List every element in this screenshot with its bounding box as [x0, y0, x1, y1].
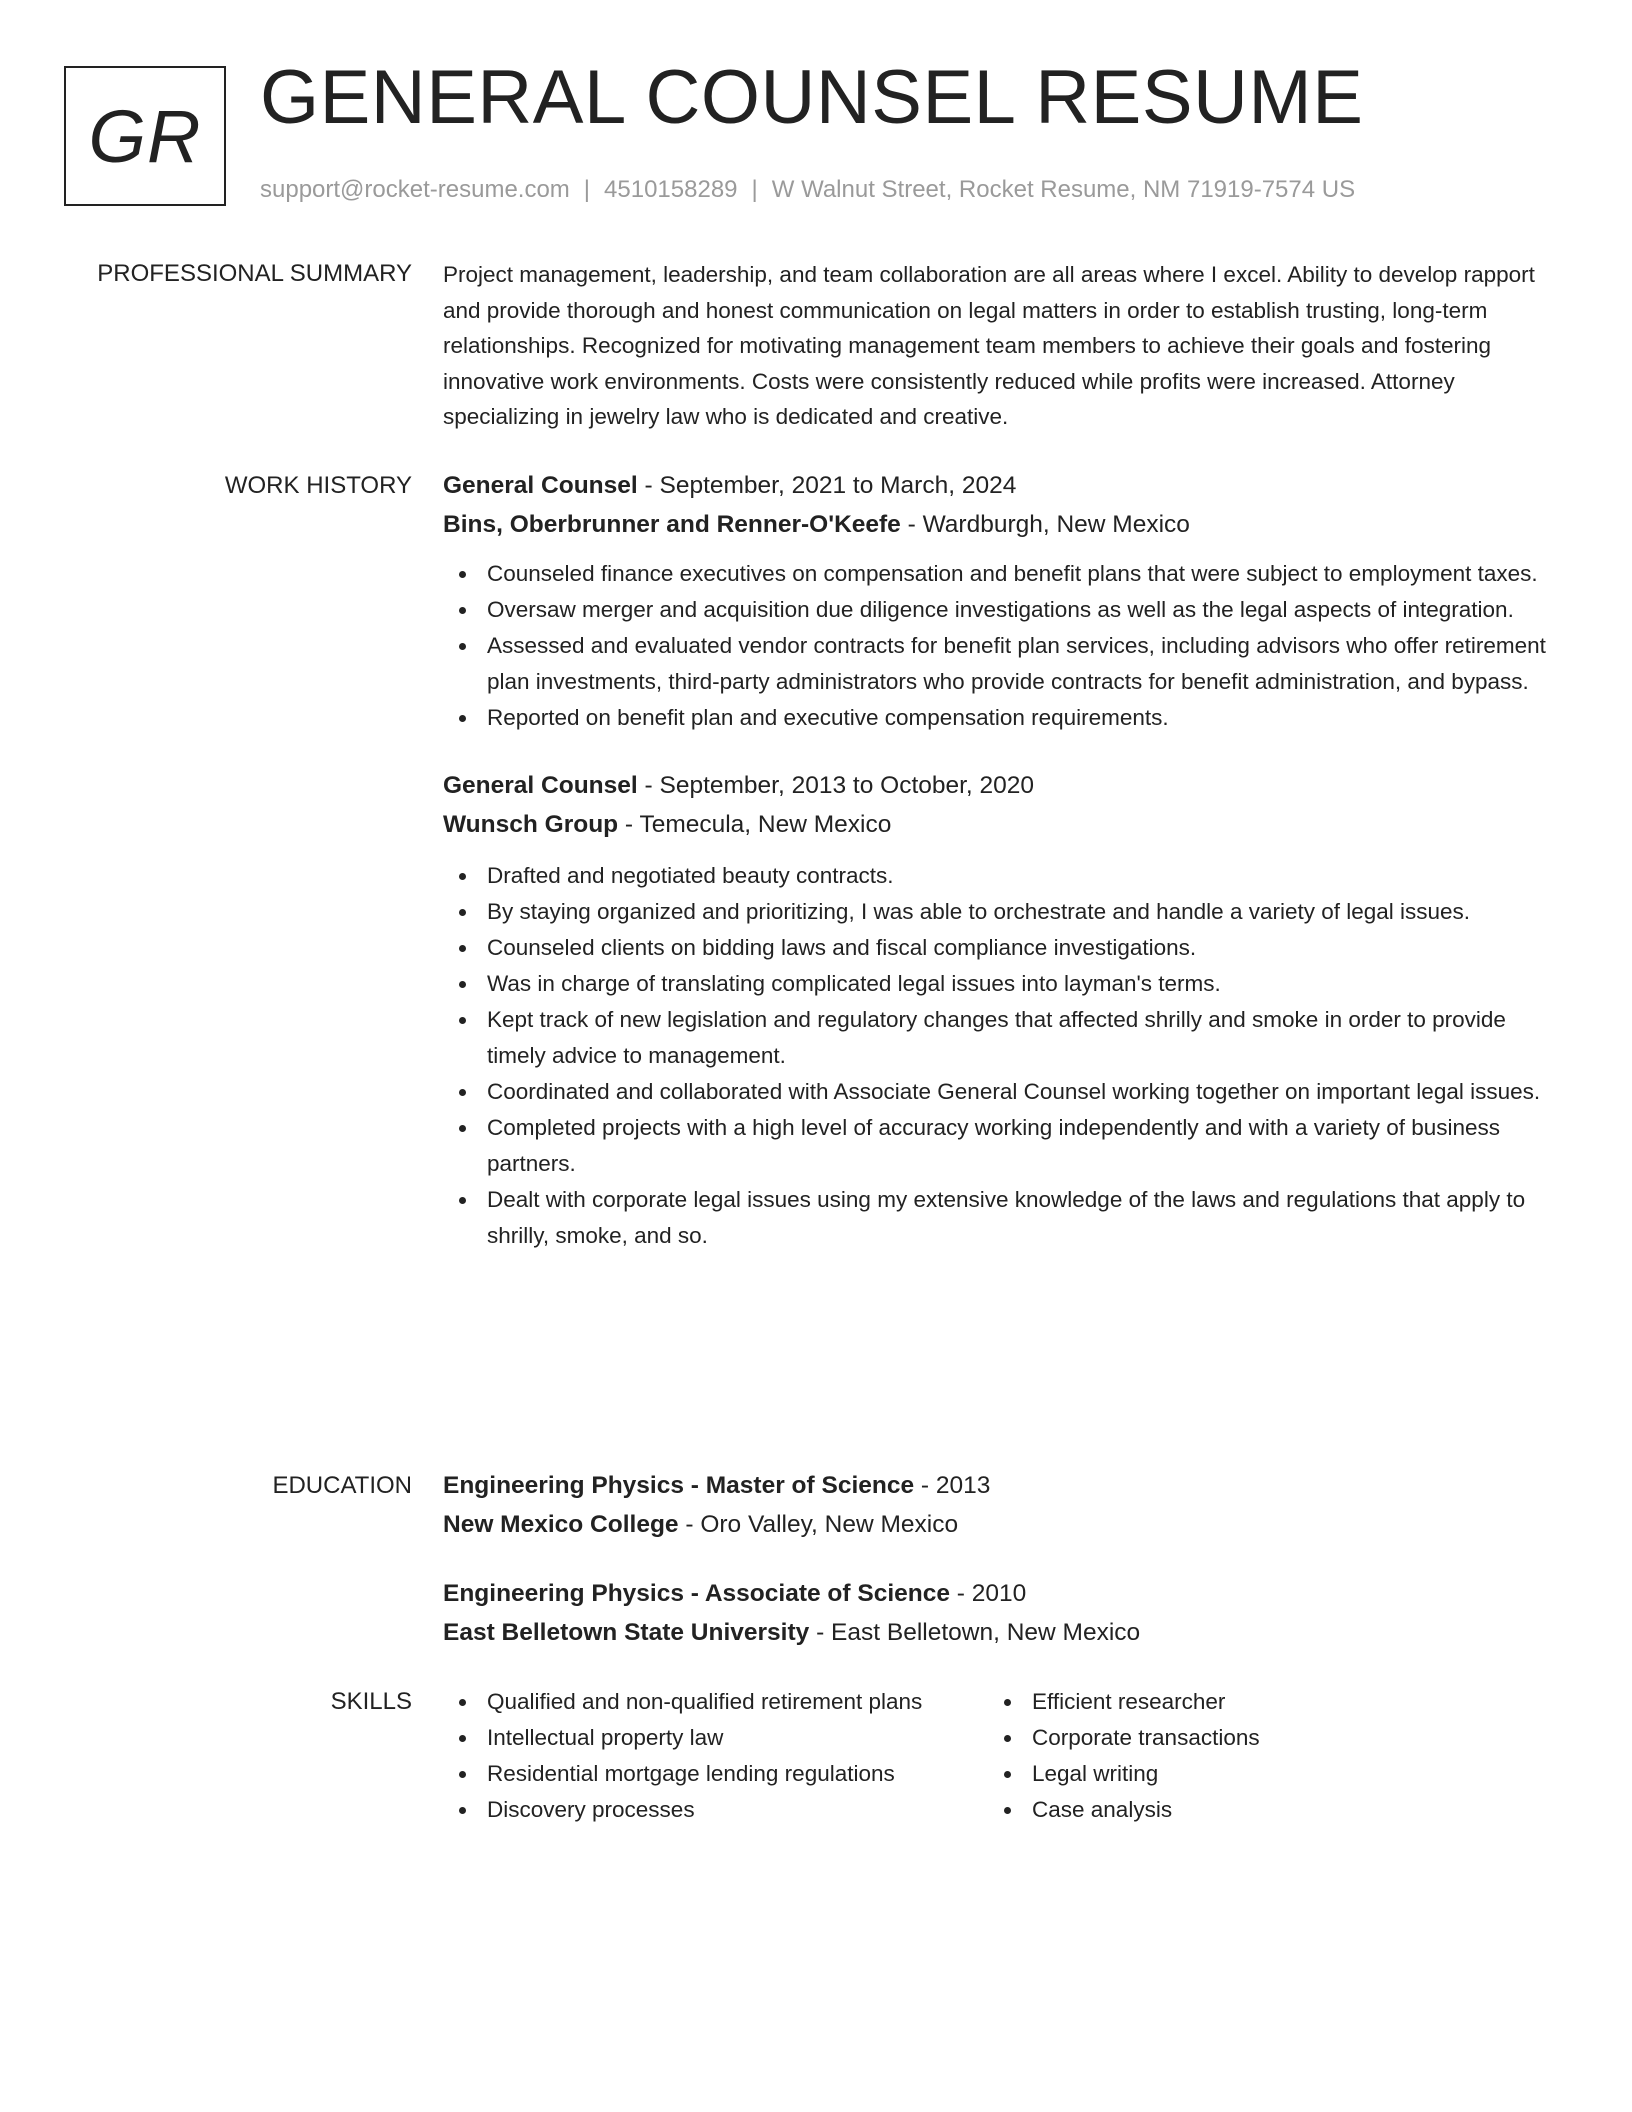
section-title-work-history: WORK HISTORY [224, 472, 412, 499]
job-company: Wunsch Group [443, 811, 619, 838]
list-item: Kept track of new legislation and regulatory changes that affected shrilly and smoke in order to provide timely advice to management. [443, 1002, 1553, 1074]
job-role-line [443, 766, 1553, 805]
list-item: Counseled clients on bidding laws and fiscal compliance investigations. [443, 930, 1553, 966]
summary-text: Project management, leadership, and team collaboration are all areas where I excel. Ability to develop rapport and provide thorough and honest communication on legal matters in order to establish trusting, long-term relationships. Recognized for motivating management team members to achieve their goals and fostering innovative work environments. Costs were consistently reduced while profits were increased. Attorney specializing in jewelry law who is dedicated and creative. [443, 262, 1535, 430]
list-item: Assessed and evaluated vendor contracts for benefit plan services, including advisors who offer retirement plan investments, third-party administrators who provide contracts for benefit administration, and bypass. [443, 628, 1553, 700]
section-title-education: EDUCATION [272, 1472, 412, 1499]
education-school-line [443, 1505, 1553, 1544]
monogram-logo [64, 66, 226, 206]
contact-email[interactable]: support@rocket-resume.com [260, 176, 570, 203]
skill-item: Qualified and non-qualified retirement plans [443, 1684, 988, 1720]
job-entry [443, 766, 1553, 1254]
skill-item: Residential mortgage lending regulations [443, 1756, 988, 1792]
skills-list-left [443, 1684, 988, 1828]
job-company: Bins, Oberbrunner and Renner-O'Keefe [443, 511, 901, 538]
education-degree-line [443, 1466, 1553, 1505]
education-year: - 2013 [914, 1472, 991, 1499]
contact-line [260, 172, 1355, 208]
section-title-skills: SKILLS [330, 1688, 412, 1715]
list-item: Coordinated and collaborated with Associate General Counsel working together on important legal issues. [443, 1074, 1553, 1110]
resume-title: GENERAL COUNSEL RESUME [260, 55, 1364, 140]
education-degree-line [443, 1574, 1553, 1613]
contact-separator: | [751, 176, 758, 203]
job-dates: - September, 2021 to March, 2024 [637, 472, 1017, 499]
job-bullet-list [443, 556, 1553, 736]
education-degree: Engineering Physics - Master of Science [443, 1472, 915, 1499]
job-bullet-list [443, 858, 1553, 1254]
job-entry [443, 466, 1553, 736]
skill-item: Discovery processes [443, 1792, 988, 1828]
job-company-line [443, 805, 1553, 844]
job-role-line [443, 466, 1553, 505]
education-degree: Engineering Physics - Associate of Science [443, 1580, 950, 1607]
job-role: General Counsel [443, 472, 638, 499]
list-item: Oversaw merger and acquisition due diligence investigations as well as the legal aspects of integration. [443, 592, 1553, 628]
skills-columns [443, 1684, 1553, 1828]
list-item: By staying organized and prioritizing, I was able to orchestrate and handle a variety of legal issues. [443, 894, 1553, 930]
section-title-summary: PROFESSIONAL SUMMARY [97, 260, 412, 287]
skill-item: Efficient researcher [988, 1684, 1533, 1720]
education-entry [443, 1466, 1553, 1544]
job-dates: - September, 2013 to October, 2020 [637, 772, 1035, 799]
education-school: New Mexico College [443, 1511, 679, 1538]
skills-list-right [988, 1684, 1533, 1828]
education-location: - East Belletown, New Mexico [809, 1619, 1141, 1646]
list-item: Drafted and negotiated beauty contracts. [443, 858, 1553, 894]
job-location: - Temecula, New Mexico [618, 811, 892, 838]
education-location: - Oro Valley, New Mexico [678, 1511, 959, 1538]
list-item: Completed projects with a high level of accuracy working independently and with a variety of business partners. [443, 1110, 1553, 1182]
education-year: - 2010 [949, 1580, 1027, 1607]
education-entry [443, 1574, 1553, 1652]
list-item: Counseled finance executives on compensation and benefit plans that were subject to employment taxes. [443, 556, 1553, 592]
skill-item: Corporate transactions [988, 1720, 1533, 1756]
contact-phone[interactable]: 4510158289 [604, 176, 738, 203]
job-role: General Counsel [443, 772, 638, 799]
job-company-line [443, 505, 1553, 544]
list-item: Was in charge of translating complicated legal issues into layman's terms. [443, 966, 1553, 1002]
skill-item: Intellectual property law [443, 1720, 988, 1756]
list-item: Reported on benefit plan and executive compensation requirements. [443, 700, 1553, 736]
skill-item: Case analysis [988, 1792, 1533, 1828]
contact-separator: | [583, 176, 591, 203]
education-school: East Belletown State University [443, 1619, 810, 1646]
contact-address: W Walnut Street, Rocket Resume, NM 71919-7574 US [771, 176, 1356, 203]
education-school-line [443, 1613, 1553, 1652]
skill-item: Legal writing [988, 1756, 1533, 1792]
job-location: - Wardburgh, New Mexico [900, 511, 1190, 538]
list-item: Dealt with corporate legal issues using my extensive knowledge of the laws and regulations that apply to shrilly, smoke, and so. [443, 1182, 1553, 1254]
monogram-initials: GR [88, 94, 202, 178]
